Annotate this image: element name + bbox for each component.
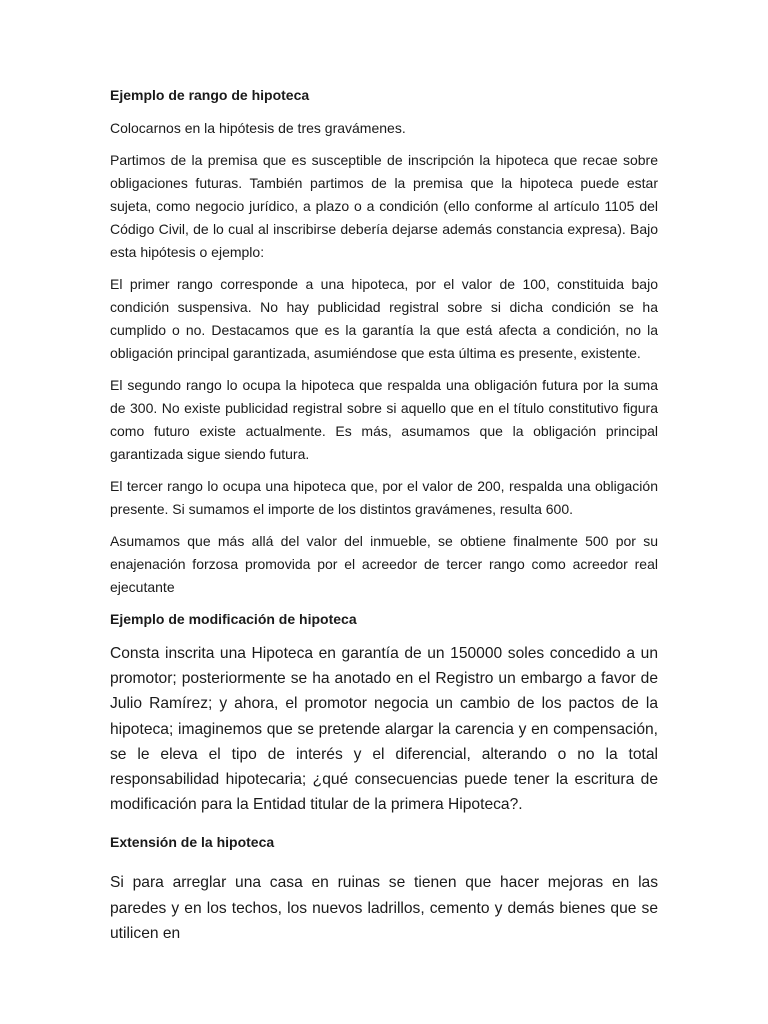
section-heading-rango: Ejemplo de rango de hipoteca (110, 87, 310, 103)
paragraph-intro: Colocarnos en la hipótesis de tres gravámenes. (110, 120, 406, 136)
paragraph-segundo-rango: El segundo rango lo ocupa la hipoteca que respalda una obligación futura por la suma de 300. No existe publicidad registral sobre si aquello que en el título constitutivo figura como futuro existe actualmente. Es más, asumamos que la obligación principal garantizada sigue siendo futura. (110, 377, 658, 462)
paragraph-tercer-rango: El tercer rango lo ocupa una hipoteca que, por el valor de 200, respalda una obligación presente. Si sumamos el importe de los distintos gravámenes, resulta 600. (110, 478, 658, 517)
section-heading-extension: Extensión de la hipoteca (110, 834, 275, 851)
section-heading-modificacion: Ejemplo de modificación de hipoteca (110, 611, 357, 627)
paragraph-premisa: Partimos de la premisa que es susceptible de inscripción la hipoteca que recae sobre obligaciones futuras. También partimos de la premisa que la hipoteca puede estar sujeta, como negocio jurídico, a plazo o a condición (ello conforme al artículo 1105 del Código Civil, de lo cual al inscribirse debería dejarse además constancia expresa). Bajo esta hipótesis o ejemplo: (110, 152, 658, 260)
paragraph-ejecucion: Asumamos que más allá del valor del inmueble, se obtiene finalmente 500 por su enajenación forzosa promovida por el acreedor de tercer rango como acreedor real ejecutante (110, 533, 658, 595)
paragraph-extension: Si para arreglar una casa en ruinas se tienen que hacer mejoras en las paredes y en los techos, los nuevos ladrillos, cemento y demás bienes que se utilicen en (110, 874, 658, 942)
paragraph-modificacion: Consta inscrita una Hipoteca en garantía de un 150000 soles concedido a un promotor; posteriormente se ha anotado en el Registro un embargo a favor de Julio Ramírez; y ahora, el promotor negocia un cambio de los pactos de la hipoteca; imaginemos que se pretende alargar la carencia y en compensación, se le eleva el tipo de interés y el diferencial, alterando o no la total responsabilidad hipotecaria; ¿qué consecuencias puede tener la escritura de modificación para la Entidad titular de la primera Hipoteca?. (110, 645, 658, 814)
paragraph-primer-rango: El primer rango corresponde a una hipoteca, por el valor de 100, constituida bajo condición suspensiva. No hay publicidad registral sobre si dicha condición se ha cumplido o no. Destacamos que es la garantía la que está afecta a condición, no la obligación principal garantizada, asumiéndose que esta última es presente, existente. (110, 276, 658, 361)
document-page (110, 84, 658, 956)
